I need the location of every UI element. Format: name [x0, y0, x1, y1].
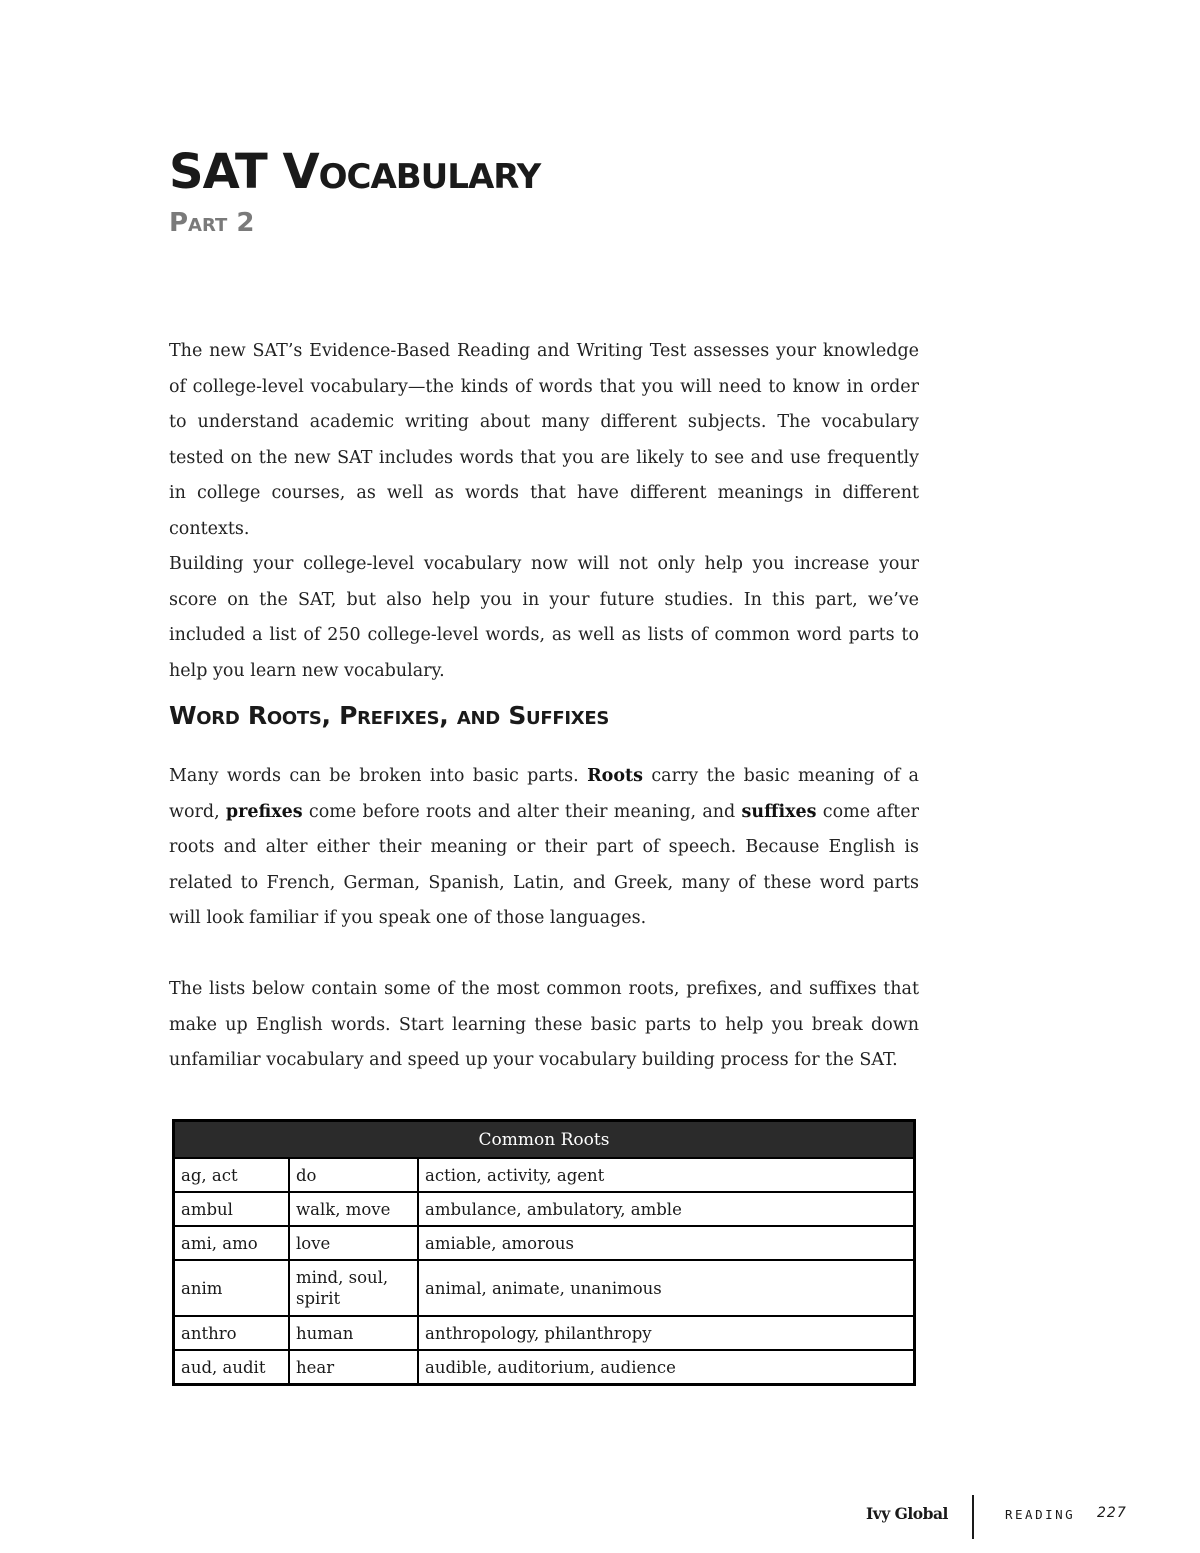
paragraph-text: Building your college-level vocabulary now will not only help you increase your score on the SAT, but also help you in your future studies. In this part, we’ve included a list of 250 college-level words, as well as lists of common word parts to help you learn new vocabulary.	[169, 554, 919, 681]
root-cell: aud, audit	[174, 1350, 290, 1385]
title-small-caps: Vocabulary	[282, 144, 541, 200]
paragraph-text	[169, 759, 919, 937]
page-footer	[0, 1495, 1200, 1539]
root-cell: ami, amo	[174, 1226, 290, 1260]
table-row	[174, 1192, 915, 1226]
common-roots-table	[172, 1119, 916, 1386]
meaning-cell: hear	[289, 1350, 418, 1385]
examples-cell: anthropology, philanthropy	[418, 1316, 915, 1350]
table-row	[174, 1226, 915, 1260]
paragraph-text: The lists below contain some of the most common roots, prefixes, and suffixes that make up English words. Start learning these basic parts to help you break down unfamiliar vocabulary and speed up your vocabulary building process for the SAT.	[169, 979, 919, 1070]
table-row	[174, 1350, 915, 1385]
title-main: SAT	[169, 144, 267, 200]
root-cell: ambul	[174, 1192, 290, 1226]
section-heading: Word Roots, Prefixes, and Suffixes	[169, 701, 609, 730]
meaning-cell: human	[289, 1316, 418, 1350]
root-cell: anim	[174, 1260, 290, 1316]
footer-brand: Ivy Global	[866, 1504, 948, 1523]
root-cell: anthro	[174, 1316, 290, 1350]
section-paragraph-1	[169, 759, 919, 937]
examples-cell: animal, animate, unanimous	[418, 1260, 915, 1316]
root-cell: ag, act	[174, 1158, 290, 1192]
page-subtitle: Part 2	[169, 208, 255, 238]
term-prefixes: prefixes	[225, 801, 303, 822]
examples-cell: amiable, amorous	[418, 1226, 915, 1260]
meaning-cell: do	[289, 1158, 418, 1192]
footer-divider	[972, 1495, 974, 1539]
table-row	[174, 1158, 915, 1192]
intro-paragraph-1	[169, 334, 919, 547]
table-row	[174, 1316, 915, 1350]
text-run: carry the basic meaning of a word,	[169, 766, 919, 822]
page-title	[169, 142, 540, 202]
paragraph-text: The new SAT’s Evidence-Based Reading and Writing Test assesses your knowledge of college-level vocabulary—the kinds of words that you will need to know in order to understand academic writing about many different subjects. The vocabulary tested on the new SAT includes words that you are likely to see and use frequently in college courses, as well as words that have different meanings in different contexts.	[169, 341, 919, 539]
table-header-row	[174, 1121, 915, 1159]
page-number: 227	[1097, 1505, 1127, 1521]
footer-section-label: READING	[1005, 1507, 1076, 1522]
table-title: Common Roots	[174, 1121, 915, 1159]
meaning-cell: walk, move	[289, 1192, 418, 1226]
meaning-cell: love	[289, 1226, 418, 1260]
term-suffixes: suffixes	[741, 801, 817, 822]
text-run: Many words can be broken into basic parts.	[169, 766, 588, 786]
examples-cell: audible, auditorium, audience	[418, 1350, 915, 1385]
examples-cell: ambulance, ambulatory, amble	[418, 1192, 915, 1226]
text-run: come before roots and alter their meaning, and	[302, 801, 742, 822]
table-row	[174, 1260, 915, 1316]
term-roots: Roots	[587, 766, 643, 786]
text-run: come after roots and alter either their meaning or their part of speech. Because English is related to French, German, Spanish, Latin, and Greek, many of these word parts will look familiar if you speak one of those languages.	[169, 801, 919, 928]
section-paragraph-2	[169, 972, 919, 1079]
examples-cell: action, activity, agent	[418, 1158, 915, 1192]
meaning-cell: mind, soul, spirit	[289, 1260, 418, 1316]
intro-paragraph-2	[169, 547, 919, 689]
